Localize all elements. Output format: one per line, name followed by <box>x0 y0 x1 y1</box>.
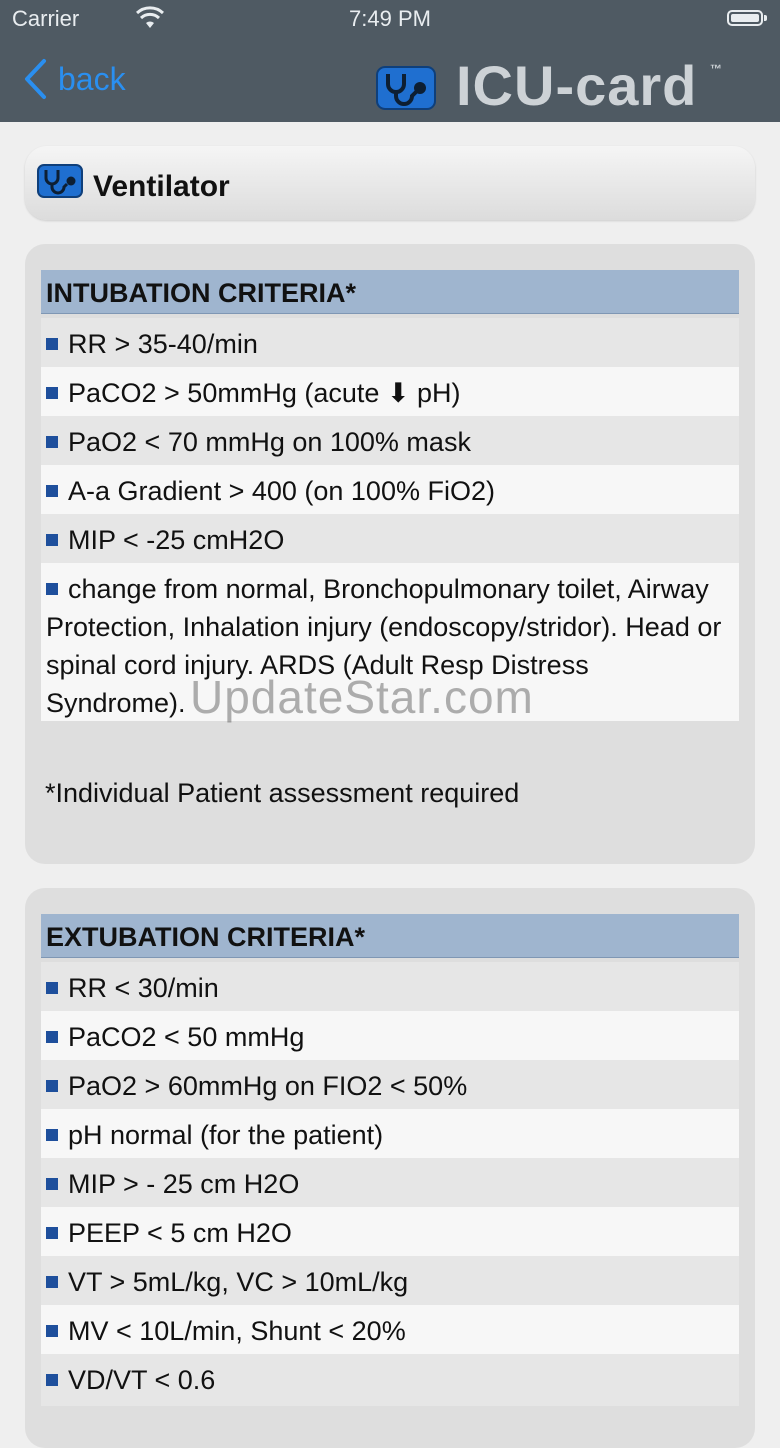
item-text: VD/VT < 0.6 <box>68 1365 216 1395</box>
extubation-card <box>25 888 755 1448</box>
bullet-icon <box>46 1080 58 1092</box>
bullet-icon <box>46 583 58 595</box>
list-item <box>41 962 739 1014</box>
status-bar <box>0 0 780 40</box>
item-text: A-a Gradient > 400 (on 100% FiO2) <box>68 476 495 506</box>
brand-trademark: ™ <box>710 62 722 76</box>
bullet-icon <box>46 1276 58 1288</box>
bullet-icon <box>46 436 58 448</box>
stethoscope-logo-icon <box>376 66 436 110</box>
intubation-card <box>25 244 755 864</box>
watermark: UpdateStar.com <box>190 671 534 723</box>
item-text: change from normal, Bronchopulmonary toilet, Airway Protection, Inhalation injury (endoscopy/stridor). Head or spinal cord injury. ARDS (Adult Resp Distress Syndrome). <box>46 574 722 718</box>
bullet-icon <box>46 1325 58 1337</box>
bullet-icon <box>46 982 58 994</box>
list-item <box>41 1256 739 1308</box>
bullet-icon <box>46 534 58 546</box>
item-text: MIP < -25 cmH2O <box>68 525 285 555</box>
list-item <box>41 1354 739 1406</box>
list-item <box>41 1305 739 1357</box>
back-label: back <box>58 60 126 97</box>
nav-bar <box>0 40 780 122</box>
item-text: PaCO2 > 50mmHg (acute ⬇ pH) <box>68 378 461 408</box>
list-item <box>41 318 739 370</box>
intubation-header: INTUBATION CRITERIA* <box>41 270 739 314</box>
list-item <box>41 1011 739 1063</box>
carrier-label: Carrier <box>12 6 80 31</box>
item-text: MV < 10L/min, Shunt < 20% <box>68 1316 406 1346</box>
item-text: RR > 35-40/min <box>68 329 258 359</box>
list-item <box>41 1060 739 1112</box>
item-text: PaO2 < 70 mmHg on 100% mask <box>68 427 471 457</box>
bullet-icon <box>46 1031 58 1043</box>
bullet-icon <box>46 1129 58 1141</box>
bullet-icon <box>46 338 58 350</box>
item-text: VT > 5mL/kg, VC > 10mL/kg <box>68 1267 409 1297</box>
list-item <box>41 1207 739 1259</box>
list-item <box>41 514 739 566</box>
chevron-left-icon <box>22 58 48 100</box>
page-title: Ventilator <box>93 170 230 203</box>
item-text: PaCO2 < 50 mmHg <box>68 1022 305 1052</box>
battery-icon <box>727 10 763 26</box>
item-text: PaO2 > 60mmHg on FIO2 < 50% <box>68 1071 468 1101</box>
list-item <box>41 1158 739 1210</box>
bullet-icon <box>46 485 58 497</box>
bullet-icon <box>46 387 58 399</box>
stethoscope-icon <box>37 164 83 198</box>
back-button[interactable] <box>22 56 126 102</box>
list-item <box>41 563 739 721</box>
status-time: 7:49 PM <box>349 6 431 31</box>
bullet-icon <box>46 1227 58 1239</box>
bullet-icon <box>46 1178 58 1190</box>
footnote: *Individual Patient assessment required <box>45 778 520 808</box>
page-title-card <box>25 146 755 220</box>
item-text: PEEP < 5 cm H2O <box>68 1218 292 1248</box>
item-text: RR < 30/min <box>68 973 219 1003</box>
list-item <box>41 416 739 468</box>
list-item <box>41 1109 739 1161</box>
brand-name: ICU-card <box>456 54 698 117</box>
extubation-header: EXTUBATION CRITERIA* <box>41 914 739 958</box>
list-item <box>41 367 739 419</box>
bullet-icon <box>46 1374 58 1386</box>
item-text: pH normal (for the patient) <box>68 1120 384 1150</box>
item-text: MIP > - 25 cm H2O <box>68 1169 300 1199</box>
list-item <box>41 465 739 517</box>
